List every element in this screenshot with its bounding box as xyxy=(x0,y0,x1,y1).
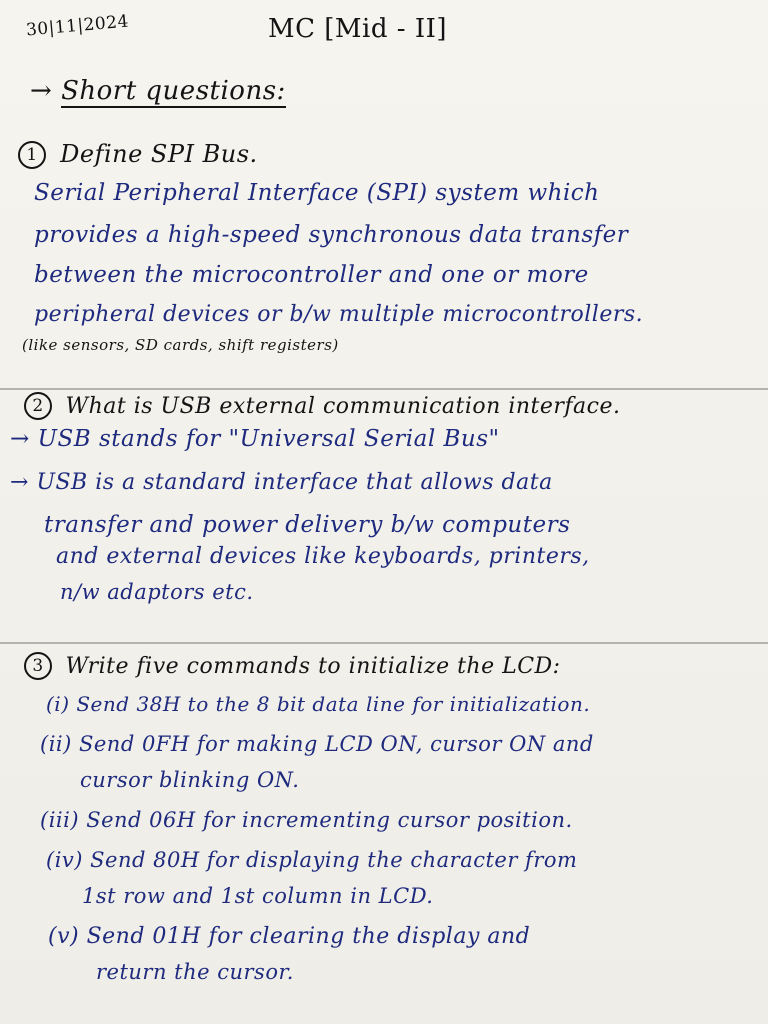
note-date: 30|11|2024 xyxy=(25,11,130,41)
answer-line: peripheral devices or b/w multiple microcontrollers. xyxy=(34,302,644,327)
answer-line: Serial Peripheral Interface (SPI) system which xyxy=(34,180,600,206)
answer-line: (iii) Send 06H for incrementing cursor position. xyxy=(40,808,573,832)
question-2-text: What is USB external communication interface. xyxy=(65,394,621,419)
note-title: MC [Mid - II] xyxy=(268,14,448,44)
question-2 xyxy=(24,392,621,420)
answer-line: return the cursor. xyxy=(96,960,294,984)
arrow-icon: → xyxy=(10,470,29,495)
answer-line: between the microcontroller and one or more xyxy=(34,262,589,288)
question-number-badge: 1 xyxy=(18,141,46,169)
answer-line: and external devices like keyboards, printers, xyxy=(56,544,590,569)
question-1-text: Define SPI Bus. xyxy=(60,140,258,168)
page-rule xyxy=(0,388,768,390)
arrow-icon: → xyxy=(10,426,30,452)
answer-line: transfer and power delivery b/w computers xyxy=(44,512,571,538)
question-1 xyxy=(18,140,258,169)
question-3-text: Write five commands to initialize the LCD: xyxy=(65,654,561,679)
answer-line: (v) Send 01H for clearing the display and xyxy=(48,924,531,949)
answer-line: cursor blinking ON. xyxy=(80,768,300,792)
answer-line: → USB stands for "Universal Serial Bus" xyxy=(10,426,500,452)
section-heading: Short questions: xyxy=(61,76,286,106)
answer-note: (like sensors, SD cards, shift registers) xyxy=(22,336,339,354)
answer-line: (ii) Send 0FH for making LCD ON, cursor ON and xyxy=(40,732,594,756)
answer-line: provides a high-speed synchronous data transfer xyxy=(34,222,629,248)
question-number-badge: 2 xyxy=(24,392,52,420)
answer-line: → USB is a standard interface that allows data xyxy=(10,470,553,495)
answer-line: n/w adaptors etc. xyxy=(60,580,254,604)
page-rule xyxy=(0,642,768,644)
answer-line: (iv) Send 80H for displaying the character from xyxy=(46,848,578,872)
answer-line: 1st row and 1st column in LCD. xyxy=(82,884,434,908)
arrow-icon: → xyxy=(30,76,53,106)
question-3 xyxy=(24,652,561,680)
question-number-badge: 3 xyxy=(24,652,52,680)
answer-line: (i) Send 38H to the 8 bit data line for initialization. xyxy=(46,692,591,716)
section-heading-row xyxy=(30,76,286,106)
